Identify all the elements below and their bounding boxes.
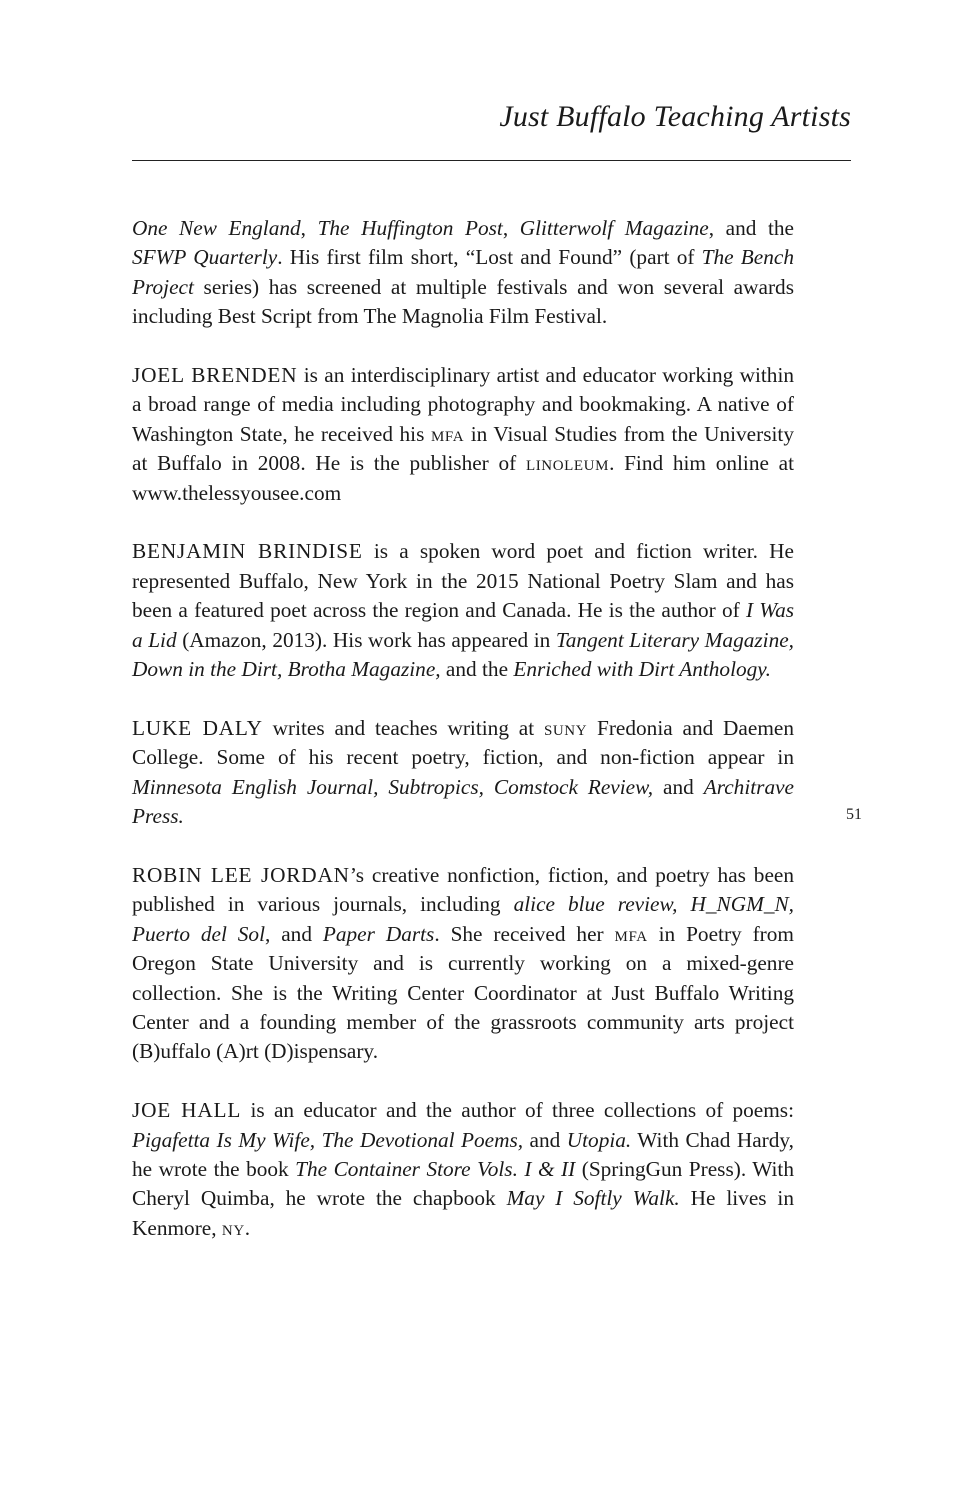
publication-title: Enriched with Dirt Anthology. [513,657,771,682]
bio-paragraph-continued [132,214,794,332]
artist-name: JOE HALL [132,1098,242,1123]
publication-title: SFWP Quarterly [132,245,278,270]
small-caps-term: suny [543,715,588,740]
text-run: and [523,1127,567,1152]
text-run: (SpringGun Press). With Cheryl Quimba, he wrote the chapbook [132,1156,794,1211]
publication-title: One New England [132,216,301,240]
text-run: . Find him online at www.thelessyousee.com [132,451,794,505]
text-run: Fredonia and Daemen College. Some of his recent poetry, fiction, and non-fiction appear in [132,715,794,770]
text-run: and [653,774,704,799]
publication-title: Minnesota English Journal, Subtropics, Comstock Review, [132,774,654,799]
bio-paragraph-joe-hall [132,1096,794,1243]
bio-column [132,214,794,1273]
publication-title: Architrave Press. [132,774,795,829]
text-run: . She received her [434,921,615,946]
publication-title: Glitterwolf Magazine [519,216,709,240]
publication-title: alice blue review, H_NGM_N, Puerto del Sol [132,892,794,946]
text-run: With Chad Hardy, he wrote the book [132,1127,795,1181]
bio-paragraph-luke-daly [132,714,794,832]
text-run: and the [440,657,514,682]
text-run: , [300,216,318,240]
publication-title: Paper Darts [322,921,435,946]
publication-title: I Was a Lid [132,598,795,652]
text-run: . [244,1215,251,1240]
text-run: is an educator and the author of three collections of poems: [241,1098,794,1123]
text-run: writes and teaches writing at [262,715,544,740]
publication-title: May I Softly Walk. [506,1186,680,1211]
text-run: , and the [708,216,794,240]
bio-paragraph-joel-brenden [132,361,794,508]
publication-title: The Bench Project [132,245,795,299]
small-caps-term: mfa [614,921,648,946]
header-rule [132,160,851,161]
running-header: Just Buffalo Teaching Artists [499,100,851,133]
artist-name: BENJAMIN BRINDISE [132,539,363,564]
text-run: is an interdisciplinary artist and educator working within a broad range of media including photography and bookmaking. A native of Washington State, he received his [132,363,795,446]
artist-name: LUKE DALY [132,715,263,740]
publication-title: Tangent Literary Magazine, Down in the Dirt, Brotha Magazine, [132,627,794,682]
publication-title: Utopia. [566,1127,632,1152]
publication-title: Pigafetta Is My Wife, The Devotional Poems, [132,1127,524,1152]
text-run: in Poetry from Oregon State University and is currently working on a mixed-genre collection. She is the Writing Center Coordinator at Just Buffalo Writing Center and a founding member of the grassroots community arts project (B)uffalo (A)rt (D)ispensary. [132,921,794,1064]
small-caps-term: ny [221,1215,245,1240]
text-run: He lives in Kenmore, [132,1186,794,1240]
text-run: in Visual Studies from the University at Buffalo in 2008. He is the publisher of [132,421,795,476]
text-run: (Amazon, 2013). His work has appeared in [176,627,556,652]
publication-title: The Container Store Vols. I & II [295,1156,576,1181]
text-run: , and [265,921,323,946]
small-caps-term: mfa [430,421,465,446]
publication-title: The Huffington Post [317,216,503,240]
text-run: is a spoken word poet and fiction writer. He represented Buffalo, New York in the 2015 National Poetry Slam and has been a featured poet across the region and Canada. He is the author of [132,539,794,623]
bio-paragraph-robin-lee-jordan [132,861,794,1067]
small-caps-term: linoleum [525,451,610,476]
artist-name: JOEL BRENDEN [132,363,298,388]
text-run: ’s creative nonfiction, fiction, and poetry has been published in various journals, including [132,862,795,917]
text-run: series) has screened at multiple festivals and won several awards including Best Script from The Magnolia Film Festival. [132,274,794,329]
artist-name: ROBIN LEE JORDAN [132,862,350,887]
bio-paragraph-benjamin-brindise [132,537,794,684]
text-run: , [502,216,520,240]
page-number: 51 [846,806,862,823]
text-run: . His first film short, “Lost and Found” (part of [277,245,702,270]
